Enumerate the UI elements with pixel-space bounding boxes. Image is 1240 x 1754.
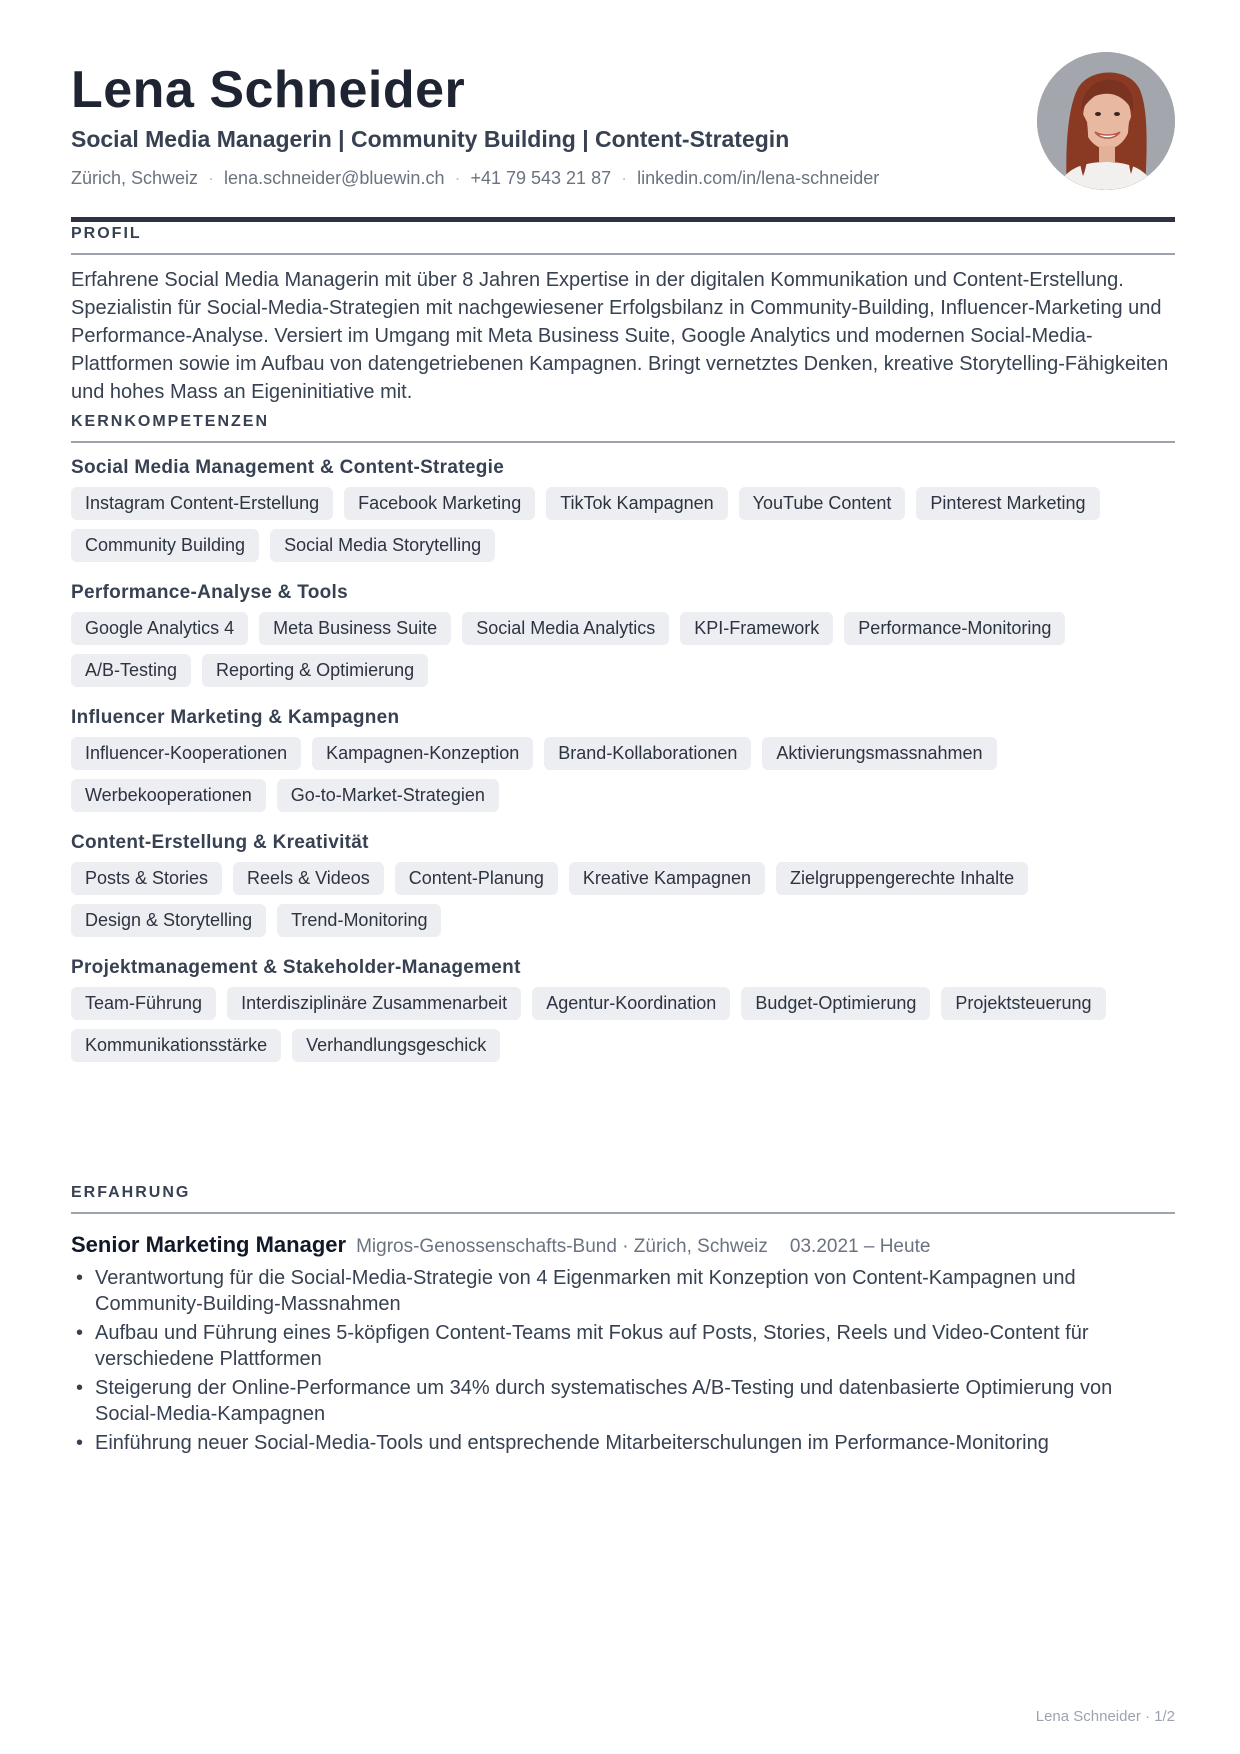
profile-photo-illustration bbox=[1037, 52, 1175, 190]
job-bullet: • Aufbau und Führung eines 5-köpfigen Content-Teams mit Fokus auf Posts, Stories, Reels und Video-Content für verschiedene Plattformen bbox=[71, 1320, 1175, 1372]
skill-tag-list bbox=[71, 862, 1151, 937]
job-dates: 03.2021 – Heute bbox=[789, 1236, 931, 1257]
skill-tag: Aktivierungsmassnahmen bbox=[762, 737, 996, 770]
skills-section bbox=[71, 455, 1175, 1080]
skill-category-title: Projektmanagement & Stakeholder-Management bbox=[71, 957, 521, 978]
job-bullet: • Verantwortung für die Social-Media-Strategie von 4 Eigenmarken mit Konzeption von Content-Kampagnen und Community-Building-Massnahmen bbox=[71, 1265, 1175, 1317]
skill-tag: TikTok Kampagnen bbox=[546, 487, 727, 520]
job-title: Senior Marketing Manager bbox=[71, 1232, 347, 1257]
skill-tag: Kreative Kampagnen bbox=[569, 862, 765, 895]
skill-category-title: Influencer Marketing & Kampagnen bbox=[71, 707, 400, 728]
section-title-skills: KERNKOMPETENZEN bbox=[71, 413, 270, 430]
skill-tag: Interdisziplinäre Zusammenarbeit bbox=[227, 987, 521, 1020]
skill-tag: Influencer-Kooperationen bbox=[71, 737, 301, 770]
contact-location: Zürich, Schweiz bbox=[71, 168, 199, 188]
section-divider bbox=[71, 253, 1175, 255]
skill-tag: Team-Führung bbox=[71, 987, 216, 1020]
skill-tag-list bbox=[71, 987, 1151, 1062]
skill-tag: Kommunikationsstärke bbox=[71, 1029, 281, 1062]
skill-tag-list bbox=[71, 737, 1151, 812]
skill-tag: Posts & Stories bbox=[71, 862, 222, 895]
skill-tag-list bbox=[71, 487, 1151, 562]
separator-dot: · bbox=[454, 168, 461, 188]
header-divider bbox=[71, 217, 1175, 222]
section-title-experience: ERFAHRUNG bbox=[71, 1184, 191, 1201]
skill-tag: Budget-Optimierung bbox=[741, 987, 930, 1020]
page-footer: Lena Schneider · 1/2 bbox=[1035, 1708, 1175, 1725]
skill-category bbox=[71, 580, 1175, 687]
job-bullet-list bbox=[71, 1265, 1175, 1456]
skill-tag: Pinterest Marketing bbox=[916, 487, 1099, 520]
resume-header bbox=[71, 52, 1175, 222]
skill-tag: Zielgruppengerechte Inhalte bbox=[776, 862, 1028, 895]
candidate-name: Lena Schneider bbox=[71, 61, 466, 119]
separator-dot: · bbox=[621, 168, 628, 188]
contact-line bbox=[71, 166, 879, 190]
section-title-profile: PROFIL bbox=[71, 225, 142, 242]
contact-phone[interactable]: +41 79 543 21 87 bbox=[470, 168, 612, 188]
profile-summary: Erfahrene Social Media Managerin mit über 8 Jahren Expertise in der digitalen Kommunikation und Content-Erstellung. Spezialistin für Social-Media-Strategien mit nachgewiesener Erfolgsbilanz in Community-Building, Influencer-Marketing und Performance-Analyse. Versiert im Umgang mit Meta Business Suite, Google Analytics und modernen Social-Media-Plattformen sowie im Aufbau von datengetriebenen Kampagnen. Bringt vernetztes Denken, kreative Storytelling-Fähigkeiten und hohes Mass an Eigeninitiative mit. bbox=[71, 269, 1169, 403]
skill-tag: Reels & Videos bbox=[233, 862, 384, 895]
skill-tag: KPI-Framework bbox=[680, 612, 833, 645]
skill-tag: Agentur-Koordination bbox=[532, 987, 730, 1020]
skill-category bbox=[71, 830, 1175, 937]
contact-email[interactable]: lena.schneider@bluewin.ch bbox=[224, 168, 445, 188]
skill-tag: Community Building bbox=[71, 529, 259, 562]
skill-tag: Design & Storytelling bbox=[71, 904, 266, 937]
skill-tag: Trend-Monitoring bbox=[277, 904, 441, 937]
section-divider bbox=[71, 441, 1175, 443]
profile-photo bbox=[1037, 52, 1175, 190]
skill-tag: Performance-Monitoring bbox=[844, 612, 1065, 645]
skill-tag: Social Media Storytelling bbox=[270, 529, 495, 562]
skill-tag: Reporting & Optimierung bbox=[202, 654, 428, 687]
candidate-headline: Social Media Managerin | Community Building | Content-Strategin bbox=[71, 126, 790, 152]
skill-category bbox=[71, 955, 1175, 1062]
separator-dot: · bbox=[208, 168, 215, 188]
skill-category-title: Social Media Management & Content-Strategie bbox=[71, 457, 505, 478]
skill-category-title: Content-Erstellung & Kreativität bbox=[71, 832, 369, 853]
skill-category bbox=[71, 455, 1175, 562]
skill-tag: Brand-Kollaborationen bbox=[544, 737, 751, 770]
skill-tag: Werbekooperationen bbox=[71, 779, 266, 812]
job-header bbox=[71, 1230, 1175, 1263]
skill-tag: Projektsteuerung bbox=[941, 987, 1105, 1020]
skill-tag: A/B-Testing bbox=[71, 654, 191, 687]
skill-tag: Meta Business Suite bbox=[259, 612, 451, 645]
skill-category-title: Performance-Analyse & Tools bbox=[71, 582, 348, 603]
skill-category bbox=[71, 705, 1175, 812]
skill-tag: Content-Planung bbox=[395, 862, 558, 895]
job-company: Migros-Genossenschafts-Bund · Zürich, Schweiz bbox=[356, 1236, 768, 1257]
skill-tag: Go-to-Market-Strategien bbox=[277, 779, 499, 812]
section-divider bbox=[71, 1212, 1175, 1214]
job-bullet: • Einführung neuer Social-Media-Tools und entsprechende Mitarbeiterschulungen im Performance-Monitoring bbox=[71, 1430, 1175, 1456]
resume-page bbox=[71, 0, 1175, 1754]
skill-tag: Google Analytics 4 bbox=[71, 612, 248, 645]
job-entry bbox=[71, 1230, 1175, 1459]
job-bullet: • Steigerung der Online-Performance um 34% durch systematisches A/B-Testing und datenbasierte Optimierung von Social-Media-Kampagnen bbox=[71, 1375, 1175, 1427]
skill-tag: Instagram Content-Erstellung bbox=[71, 487, 333, 520]
skill-tag: Social Media Analytics bbox=[462, 612, 669, 645]
skill-tag: Verhandlungsgeschick bbox=[292, 1029, 500, 1062]
skill-tag: Facebook Marketing bbox=[344, 487, 535, 520]
contact-linkedin[interactable]: linkedin.com/in/lena-schneider bbox=[637, 168, 880, 188]
skill-tag-list bbox=[71, 612, 1151, 687]
skill-tag: Kampagnen-Konzeption bbox=[312, 737, 533, 770]
skill-tag: YouTube Content bbox=[739, 487, 906, 520]
